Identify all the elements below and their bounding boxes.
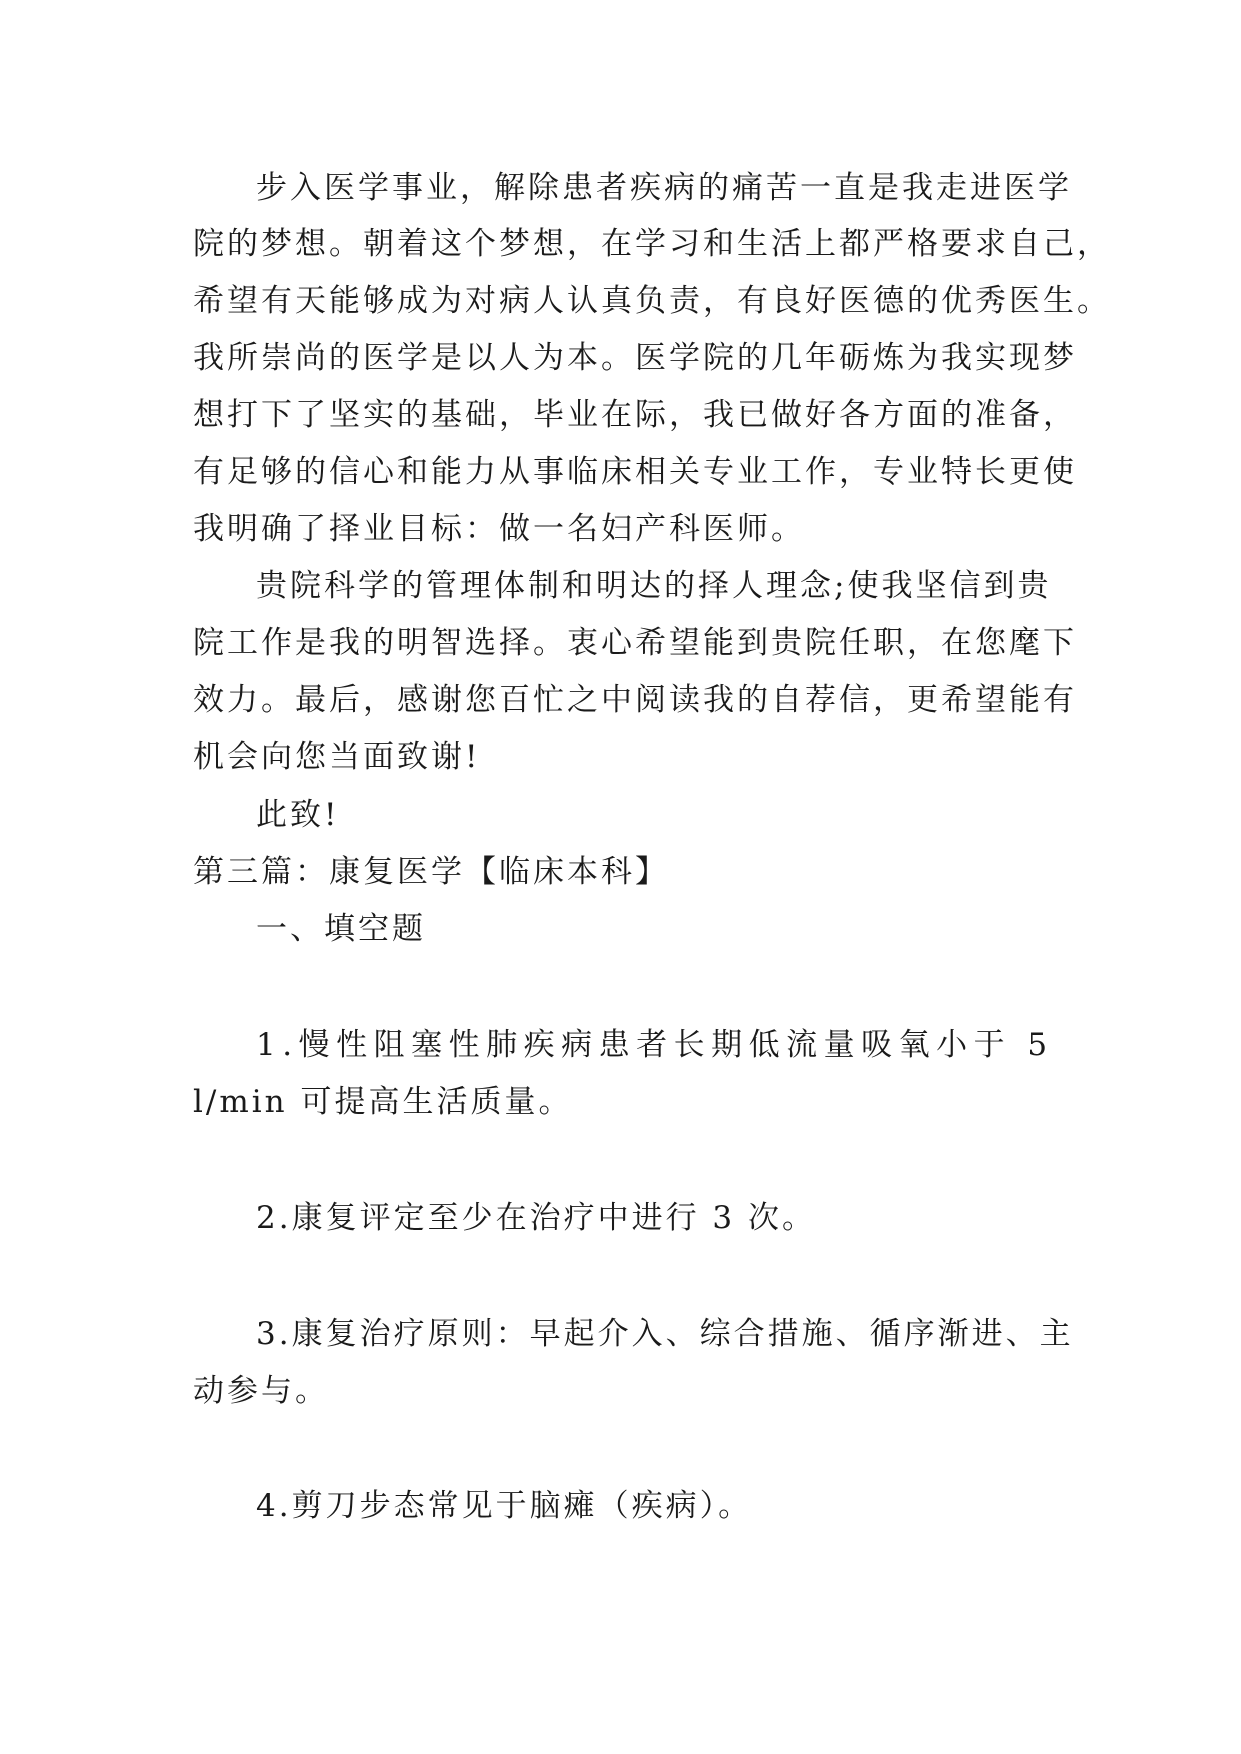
list-item-1-line-2: l/min 可提高生活质量。 (193, 1084, 573, 1120)
paragraph-1-line-5: 想打下了坚实的基础，毕业在际，我已做好各方面的准备， (193, 397, 1077, 433)
paragraph-2-line-4: 机会向您当面致谢! (193, 739, 481, 775)
paragraph-1-line-2: 院的梦想。朝着这个梦想，在学习和生活上都严格要求自己， (193, 226, 1111, 262)
paragraph-1-line-3: 希望有天能够成为对病人认真负责，有良好医德的优秀医生。 (193, 283, 1111, 319)
paragraph-2-line-2: 院工作是我的明智选择。衷心希望能到贵院任职，在您麾下 (193, 625, 1077, 661)
list-item-3-line-1: 3.康复治疗原则：早起介入、综合措施、循序渐进、主 (256, 1316, 1074, 1352)
list-item-1-line-1: 1.慢性阻塞性肺疾病患者长期低流量吸氧小于 5 (256, 1027, 1054, 1063)
paragraph-2-line-3: 效力。最后，感谢您百忙之中阅读我的自荐信，更希望能有 (193, 682, 1077, 718)
paragraph-1-line-7: 我明确了择业目标：做一名妇产科医师。 (193, 511, 805, 547)
section-title: 第三篇：康复医学【临床本科】 (193, 854, 669, 890)
list-item-3-line-2: 动参与。 (193, 1373, 329, 1409)
closing-salutation: 此致! (256, 797, 340, 833)
subsection-title: 一、填空题 (256, 911, 426, 947)
paragraph-2-line-1: 贵院科学的管理体制和明达的择人理念;使我坚信到贵 (256, 568, 1052, 604)
paragraph-1-line-4: 我所崇尚的医学是以人为本。医学院的几年砺炼为我实现梦 (193, 340, 1077, 376)
paragraph-1-line-1: 步入医学事业，解除患者疾病的痛苦一直是我走进医学 (256, 170, 1072, 206)
list-item-2: 2.康复评定至少在治疗中进行 3 次。 (256, 1200, 817, 1236)
list-item-4: 4.剪刀步态常见于脑瘫（疾病）。 (256, 1488, 753, 1524)
paragraph-1-line-6: 有足够的信心和能力从事临床相关专业工作，专业特长更使 (193, 454, 1077, 490)
